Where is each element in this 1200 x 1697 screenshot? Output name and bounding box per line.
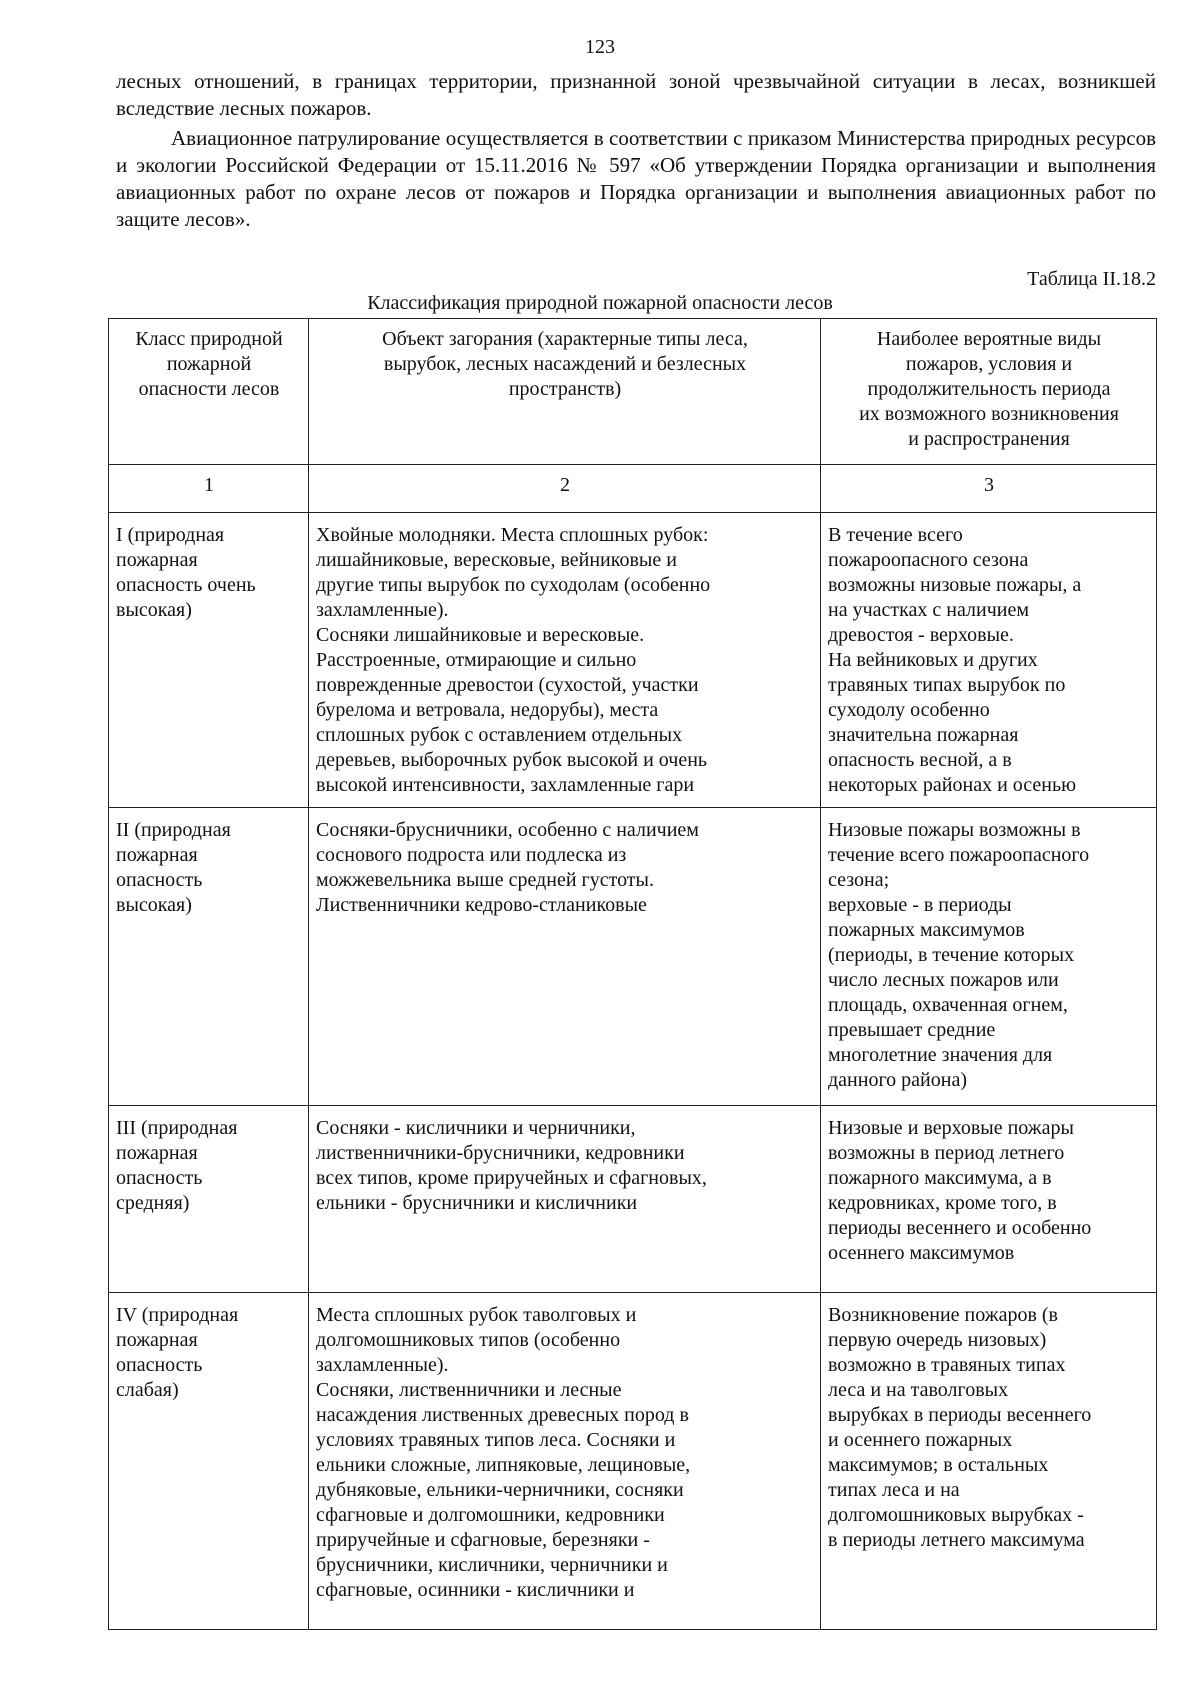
class-cell: I (природная пожарная опасность очень высокая) — [109, 513, 309, 808]
header-class: Класс природной пожарной опасности лесов — [109, 319, 309, 465]
intro-paragraph-2: Авиационное патрулирование осуществляется в соответствии с приказом Министерства природных ресурсов и экологии Российской Федерации от 15.11.2016 № 597 «Об утверждении Порядка организации и выполнения авиационных работ по охране лесов от пожаров и Порядка организации и выполнения авиационных работ по защите лесов». — [116, 126, 1156, 231]
table-label: Таблица II.18.2 — [1027, 268, 1156, 290]
fires-cell: В течение всего пожароопасного сезона возможны низовые пожары, а на участках с наличием древостоя - верховые. На вейниковых и других травяных типах вырубок по суходолу особенно значительна пожарная опасность весной, а в некоторых районах и осенью — [821, 513, 1157, 808]
fires-cell: Низовые пожары возможны в течение всего пожароопасного сезона; верховые - в периоды пожарных максимумов (периоды, в течение которых число лесных пожаров или площадь, охваченная огнем, превышает средние многолетние значения для данного района) — [821, 808, 1157, 1106]
column-number: 1 — [109, 465, 309, 513]
page-number: 123 — [585, 36, 615, 58]
object-cell: Сосняки-брусничники, особенно с наличием соснового подроста или подлеска из можжевельника выше средней густоты. Лиственничники кедрово-стланиковые — [309, 808, 821, 1106]
table-row — [109, 1106, 1157, 1293]
table-row — [109, 1293, 1157, 1630]
object-cell: Хвойные молодняки. Места сплошных рубок: лишайниковые, вересковые, вейниковые и другие типы вырубок по суходолам (особенно захламленные). Сосняки лишайниковые и вересковые. Расстроенные, отмирающие и сильно поврежденные древостои (сухостой, участки бурелома и ветровала, недорубы), места сплошных рубок с оставлением отдельных деревьев, выборочных рубок высокой и очень высокой интенсивности, захламленные гари — [309, 513, 821, 808]
fires-cell: Низовые и верховые пожары возможны в период летнего пожарного максимума, а в кедровниках, кроме того, в периоды весеннего и особенно осеннего максимумов — [821, 1106, 1157, 1293]
intro-text — [116, 68, 1156, 233]
class-cell: III (природная пожарная опасность средняя) — [109, 1106, 309, 1293]
table-title: Классификация природной пожарной опасности лесов — [367, 292, 833, 314]
fire-danger-table — [108, 318, 1157, 1630]
object-cell: Места сплошных рубок таволговых и долгомошниковых типов (особенно захламленные). Сосняки, лиственничники и лесные насаждения лиственных древесных пород в условиях травяных типов леса. Сосняки и ельники сложные, липняковые, лещиновые, дубняковые, ельники-черничники, сосняки сфагновые и долгомошники, кедровники приручейные и сфагновые, березняки - брусничники, кисличники, черничники и сфагновые, осинники - кисличники и — [309, 1293, 821, 1630]
intro-paragraph-1: лесных отношений, в границах территории, признанной зоной чрезвычайной ситуации в лесах, возникшей вследствие лесных пожаров. — [116, 69, 1156, 120]
column-number: 3 — [821, 465, 1157, 513]
fires-cell: Возникновение пожаров (в первую очередь низовых) возможно в травяных типах леса и на таволговых вырубках в периоды весеннего и осеннего пожарных максимумов; в остальных типах леса и на долгомошниковых вырубках - в периоды летнего максимума — [821, 1293, 1157, 1630]
table-row — [109, 513, 1157, 808]
class-cell: IV (природная пожарная опасность слабая) — [109, 1293, 309, 1630]
header-object: Объект загорания (характерные типы леса, вырубок, лесных насаждений и безлесных пространств) — [309, 319, 821, 465]
column-number-row — [109, 465, 1157, 513]
class-cell: II (природная пожарная опасность высокая) — [109, 808, 309, 1106]
object-cell: Сосняки - кисличники и черничники, лиственничники-брусничники, кедровники всех типов, кроме приручейных и сфагновых, ельники - брусничники и кисличники — [309, 1106, 821, 1293]
header-fires: Наиболее вероятные виды пожаров, условия и продолжительность периода их возможного возникновения и распространения — [821, 319, 1157, 465]
column-number: 2 — [309, 465, 821, 513]
table-row — [109, 808, 1157, 1106]
table-header-row — [109, 319, 1157, 465]
